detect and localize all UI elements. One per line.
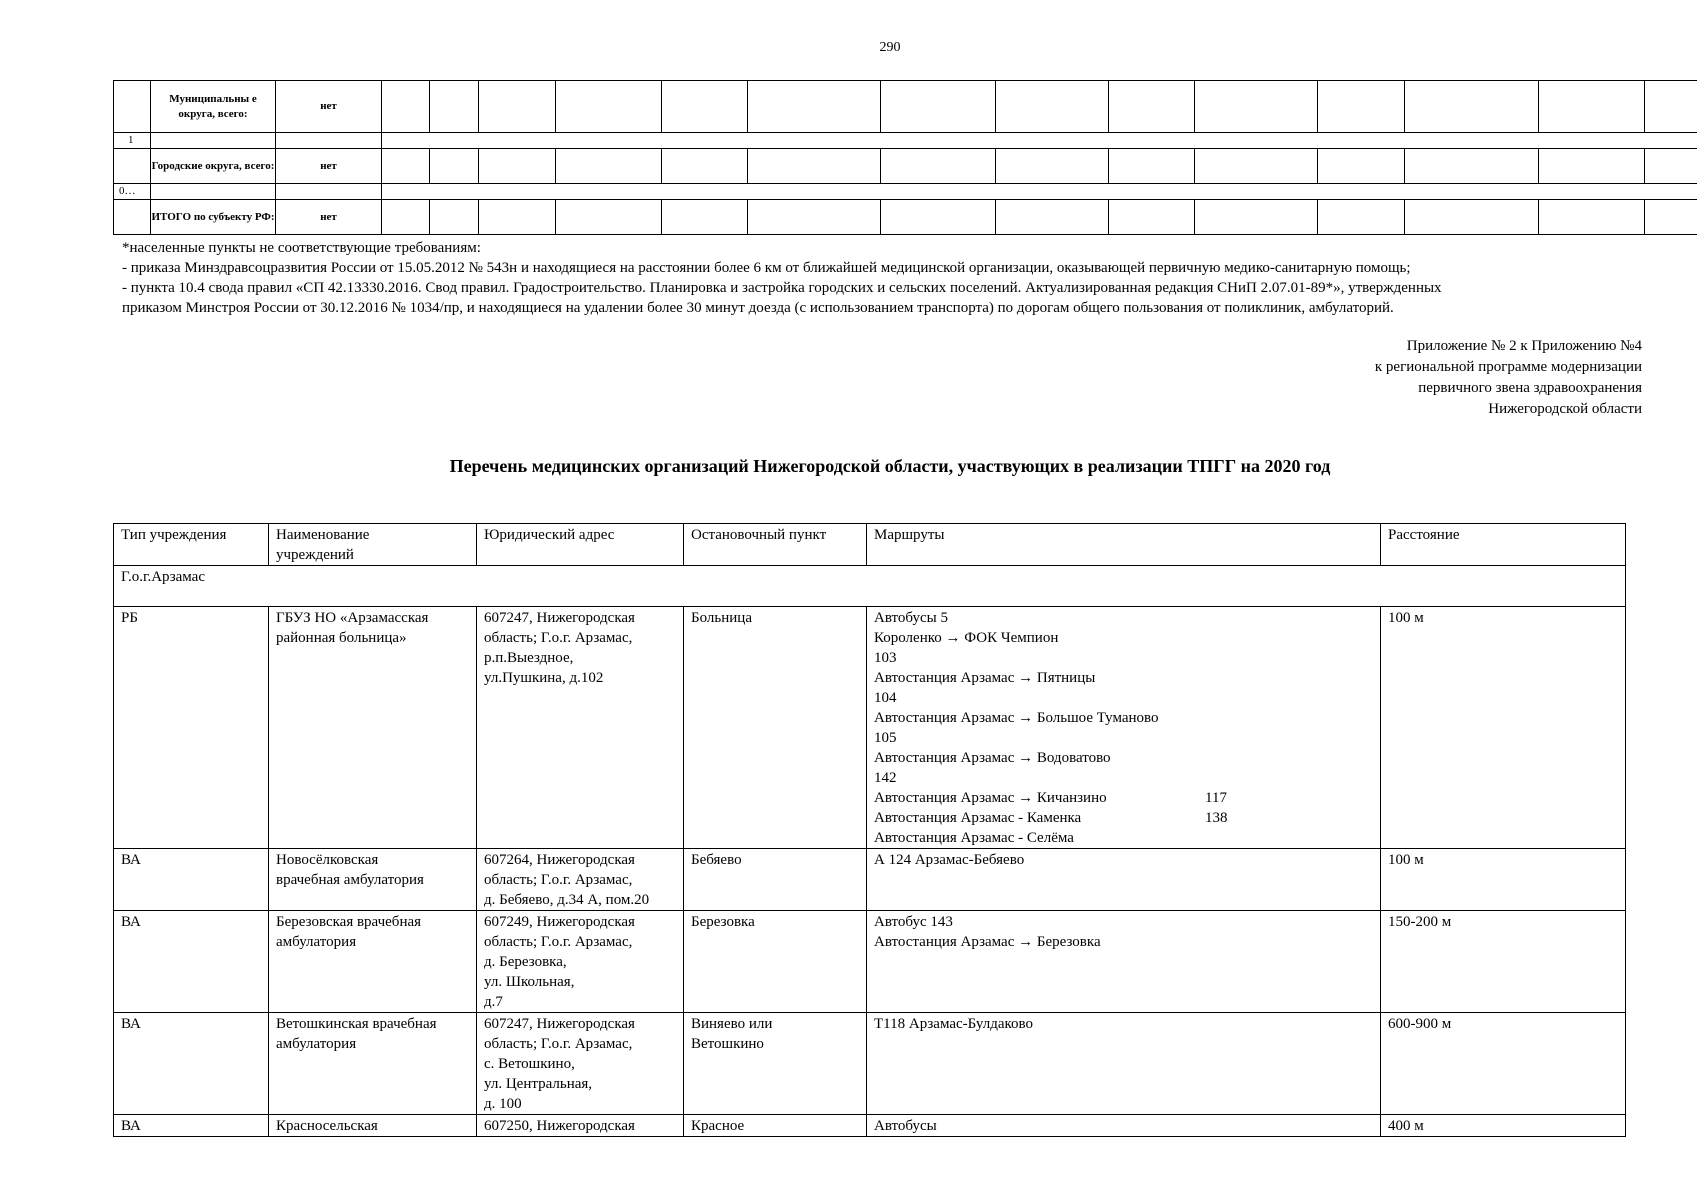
- cell-line: Короленко → ФОК Чемпион: [874, 630, 1059, 646]
- footnote: [122, 238, 1662, 318]
- cell-distance: 100 м: [1381, 607, 1626, 849]
- cell-line: 607249, Нижегородская: [484, 914, 635, 930]
- header-stop: Остановочный пункт: [684, 524, 867, 566]
- cell-routes: [867, 1115, 1381, 1137]
- cell-line: д. Березовка,: [484, 954, 567, 970]
- cell-line: Виняево или: [691, 1016, 773, 1032]
- cell-type: РБ: [114, 607, 269, 849]
- organizations-table: [113, 523, 1626, 1137]
- cell-line: ГБУЗ НО «Арзамасская: [276, 610, 429, 626]
- table-row: [114, 911, 1626, 1013]
- cell-line: Бебяево: [691, 852, 742, 868]
- cell-stop: [684, 1115, 867, 1137]
- header-type: Тип учреждения: [114, 524, 269, 566]
- cell-distance: 100 м: [1381, 849, 1626, 911]
- cell-name: [269, 1013, 477, 1115]
- table-row: [114, 849, 1626, 911]
- cell-line: 607247, Нижегородская: [484, 610, 635, 626]
- cell-line: 104: [874, 690, 897, 706]
- cell-address: [477, 1013, 684, 1115]
- cell-line: 607250, Нижегородская: [484, 1118, 635, 1134]
- footnote-line: приказом Минстроя России от 30.12.2016 № 1034/пр, и находящиеся на удалении более 30 минут доезда (с использованием транспорта) по дорогам общего пользования от поликлиник, амбулаторий.: [122, 300, 1394, 316]
- cell-line: Автобусы 5: [874, 610, 948, 626]
- summary-label: Городские округа, всего:: [151, 149, 276, 184]
- footnote-line: - пункта 10.4 свода правил «СП 42.13330.2016. Свод правил. Градостроительство. Планировка и застройка городских и сельских поселений. Актуализированная редакция СНиП 2.07.01-89*», утвержденных: [122, 280, 1442, 296]
- cell-line: Автостанция Арзамас → Пятницы: [874, 670, 1096, 686]
- cell-line: Автобус 143: [874, 914, 953, 930]
- summary-label: Муниципальны е округа, всего:: [151, 81, 276, 133]
- summary-row: 1: [114, 133, 1697, 149]
- cell-line: область; Г.о.г. Арзамас,: [484, 872, 633, 888]
- cell-line: ул.Пушкина, д.102: [484, 670, 604, 686]
- cell-line: Красное: [691, 1118, 745, 1134]
- cell-routes: [867, 1013, 1381, 1115]
- cell-line: амбулатория: [276, 1036, 357, 1052]
- cell-routes: [867, 911, 1381, 1013]
- footnote-line: *населенные пункты не соответствующие требованиям:: [122, 240, 481, 256]
- cell-line: Автобусы: [874, 1118, 937, 1134]
- cell-address: [477, 849, 684, 911]
- cell-line: ул. Школьная,: [484, 974, 575, 990]
- appendix-note: Приложение № 2 к Приложению №4 к региональной программе модернизации первичного звена здравоохранения Нижегородской области: [1374, 338, 1642, 417]
- cell-stop: [684, 849, 867, 911]
- table-row: [114, 1115, 1626, 1137]
- cell-name: [269, 911, 477, 1013]
- footnote-line: - приказа Минздравсоцразвития России от 15.05.2012 № 543н и находящиеся на расстоянии более 6 км от ближайшей медицинской организации, оказывающей первичную медико-санитарную помощь;: [122, 260, 1411, 276]
- cell-type: ВА: [114, 1115, 269, 1137]
- cell-line: 142: [874, 770, 897, 786]
- cell-line: 103: [874, 650, 897, 666]
- route-number: 117: [1205, 790, 1227, 806]
- summary-row: 0…: [114, 184, 1697, 200]
- summary-value: нет: [276, 81, 382, 133]
- summary-table: [113, 80, 1697, 235]
- cell-address: [477, 911, 684, 1013]
- cell-type: ВА: [114, 911, 269, 1013]
- cell-line: 105: [874, 730, 897, 746]
- cell-line: Ветошкинская врачебная: [276, 1016, 437, 1032]
- cell-line: 607247, Нижегородская: [484, 1016, 635, 1032]
- summary-row: [114, 149, 1697, 184]
- header-name: Наименование учреждений: [269, 524, 477, 566]
- section-row: [114, 566, 1626, 607]
- table-header-row: [114, 524, 1626, 566]
- cell-routes: [867, 849, 1381, 911]
- cell-line: А 124 Арзамас-Бебяево: [874, 852, 1025, 868]
- cell-line: Автостанция Арзамас → Большое Туманово: [874, 710, 1159, 726]
- summary-row: [114, 200, 1697, 235]
- document-title: Перечень медицинских организаций Нижегородской области, участвующих в реализации ТПГГ на 2020 год: [449, 456, 1331, 476]
- cell-line: область; Г.о.г. Арзамас,: [484, 630, 633, 646]
- section-title: Г.о.г.Арзамас: [114, 566, 1626, 607]
- cell-line: Красносельская: [276, 1118, 378, 1134]
- summary-row: [114, 81, 1697, 133]
- route-name: Автостанция Арзамас - Каменка: [874, 810, 1082, 826]
- cell-type: ВА: [114, 849, 269, 911]
- cell-line: р.п.Выездное,: [484, 650, 574, 666]
- summary-label: ИТОГО по субъекту РФ:: [151, 200, 276, 235]
- cell-stop: [684, 607, 867, 849]
- cell-line: Автостанция Арзамас → Водоватово: [874, 750, 1111, 766]
- cell-name: [269, 849, 477, 911]
- cell-distance: 400 м: [1381, 1115, 1626, 1137]
- cell-line: с. Ветошкино,: [484, 1056, 575, 1072]
- route-name: Автостанция Арзамас → Кичанзино: [874, 790, 1107, 806]
- cell-distance: 600-900 м: [1381, 1013, 1626, 1115]
- header-address: Юридический адрес: [477, 524, 684, 566]
- route-line: [874, 808, 1373, 828]
- cell-routes: [867, 607, 1381, 849]
- cell-address: [477, 1115, 684, 1137]
- page-number: 290: [879, 40, 901, 55]
- cell-line: амбулатория: [276, 934, 357, 950]
- cell-stop: [684, 1013, 867, 1115]
- cell-line: Автостанция Арзамас → Березовка: [874, 934, 1101, 950]
- cell-line: 607264, Нижегородская: [484, 852, 635, 868]
- cell-line: врачебная амбулатория: [276, 872, 424, 888]
- route-number: 138: [1205, 810, 1228, 826]
- cell-stop: [684, 911, 867, 1013]
- route-line: [874, 788, 1373, 808]
- cell-line: Березовская врачебная: [276, 914, 422, 930]
- cell-line: д. 100: [484, 1096, 522, 1112]
- table-row: [114, 1013, 1626, 1115]
- header-distance: Расстояние: [1381, 524, 1626, 566]
- route-name: Автостанция Арзамас - Селёма: [874, 830, 1074, 846]
- cell-line: Березовка: [691, 914, 755, 930]
- cell-line: Больница: [691, 610, 752, 626]
- cell-line: районная больница»: [276, 630, 407, 646]
- cell-line: Ветошкино: [691, 1036, 764, 1052]
- cell-line: ул. Центральная,: [484, 1076, 593, 1092]
- cell-line: д. Бебяево, д.34 А, пом.20: [484, 892, 650, 908]
- route-line: [874, 828, 1373, 848]
- cell-name: [269, 1115, 477, 1137]
- summary-value: нет: [276, 200, 382, 235]
- cell-distance: 150-200 м: [1381, 911, 1626, 1013]
- cell-line: д.7: [484, 994, 503, 1010]
- cell-line: Т118 Арзамас-Булдаково: [874, 1016, 1034, 1032]
- header-routes: Маршруты: [867, 524, 1381, 566]
- cell-line: область; Г.о.г. Арзамас,: [484, 1036, 633, 1052]
- cell-line: Новосёлковская: [276, 852, 379, 868]
- table-row: [114, 607, 1626, 849]
- cell-address: [477, 607, 684, 849]
- cell-name: [269, 607, 477, 849]
- cell-line: область; Г.о.г. Арзамас,: [484, 934, 633, 950]
- cell-type: ВА: [114, 1013, 269, 1115]
- summary-value: нет: [276, 149, 382, 184]
